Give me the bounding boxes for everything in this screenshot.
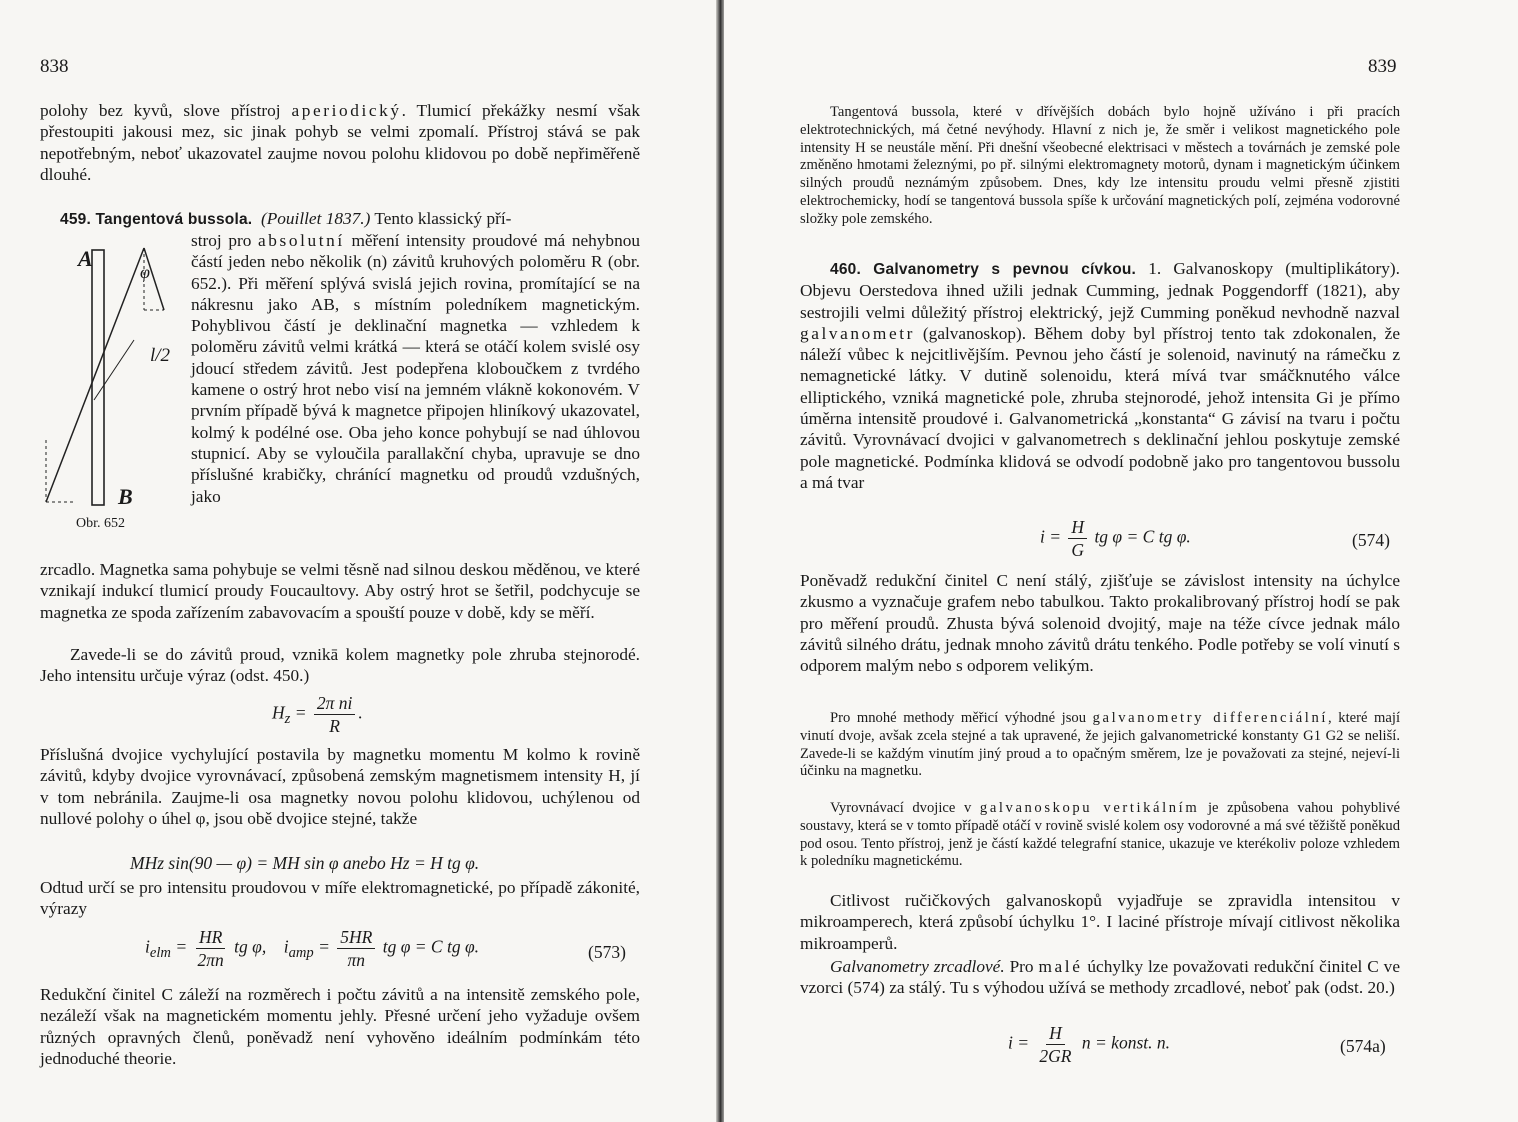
page-number-left: 838 — [40, 56, 69, 77]
equation-hz: $H_z$ = $\frac{\text{2π ni}}{R}$ . — [272, 693, 363, 736]
equation-573: $i_{elm}$ = $\frac{HR}{2\pi n}$ tg φ, $i_{amp}$ = $\frac{5HR}{\pi n}$ tg φ = C tg φ. — [145, 927, 480, 970]
figure-label-half: l/2 — [150, 345, 171, 366]
section-460: 460. Galvanometry s pevnou cívkou. 1. Galvanoskopy (multiplikátory). Objevu Oerstedova ihned užili jednak Cumming, jednak Poggendorff (1821), aby sestrojili velmi důležitý přístroj elektrický, jejž Cumming poněkud nevhodně nazval galvanometr (galvanoskop). Během doby byl přístroj tento tak zdokonalen, že náleží vůbec k nejcitlivějším. Pevnou jeho částí je solenoid, navinutý na rámečku z nemagnetické látky. V dutině solenoidu, která mívá tvar smáčknutého válce elliptického, vzniká magnetické pole, zhruba stejnorodé, jehož intensita Gi je přímo úměrna intensitě proudové i. Galvanometrická „konstanta“ G závisí na tvaru i počtu závitů. Vyrovnávací dvojici v galvanometrech s deklinační jehlou poskytuje zemské pole magnetické. Podmínka klidová se odvodí podobně jako pro tangentovou bussolu a má tvar — [800, 259, 1401, 492]
paragraph-zrcadlove: Galvanometry zrcadlové. Pro malé úchylky lze považovati redukční činitel C ve vzorci (574) za stálý. Tu s výhodou užívá se methody zrcadlové, neboť pak (odst. 20.) — [800, 957, 1400, 998]
equation-number-574: (574) — [1352, 530, 1390, 550]
page-number-right: 839 — [1368, 56, 1397, 77]
paragraph-redukcni: Redukční činitel C záleží na rozměrech i počtu závitů a na intensitě zemského pole, nezáleží však na magnetickém momentu jehly. Přesné určení jeho vyžaduje ovšem různých opravných členů, poněvadž není vyhověno ideálním podmínkám této jednoduché theorie. — [40, 985, 640, 1068]
paragraph-differential: Pro mnohé methody měřicí výhodné jsou galvanometry differenciální, které mají vinutí dvoje, avšak zcela stejné a tak upravené, že jejich galvanometrické konstanty G1 G2 se neliší. Zavede-li se každým vinutím jiný proud a to opačným směrem, lze je považovati za stejné, nejeví-li účinku na magnetku. — [800, 710, 1400, 780]
figure-label-b: B — [118, 484, 133, 509]
equation-574: i = $\frac{H}{G}$ tg φ = C tg φ. — [1040, 517, 1191, 560]
equation-mh: MHz sin(90 — φ) = MH sin φ anebo Hz = H tg φ. — [130, 853, 480, 873]
figure-652-diagram — [34, 240, 184, 520]
figure-label-phi: φ — [140, 262, 150, 282]
equation-number-573: (573) — [588, 942, 626, 962]
section-heading-460: 460. Galvanometry s pevnou cívkou. — [830, 261, 1137, 278]
paragraph-ponevadz: Poněvadž redukční činitel C není stálý, zjišťuje se závislost intensity na úchylce zkusmo a vyznačuje grafem nebo tabulkou. Takto prokalibrovaný přístroj hodí se pak pro měření proudů. Zhusta bývá solenoid dvojitý, maje na téže cívce jednak málo závitů silného drátu, jednak mnoho závitů drátu tenkého. Podle potřeby se volí vinutí s odporem malým nebo s odporem velikým. — [800, 571, 1400, 676]
paragraph-citlivost: Citlivost ručičkových galvanoskopů vyjadřuje se zpravidla intensitou v mikroamperech, která způsobí úchylku 1°. I laciné přístroje mívají citlivost několika mikroamperů. — [800, 891, 1400, 953]
paragraph-odtud: Odtud určí se pro intensitu proudovou v míře elektromagnetické, po případě zákonité, výrazy — [40, 878, 640, 919]
section-459-first-line: 459. Tangentová bussola. (Pouillet 1837.) Tento klassický pří- — [60, 209, 512, 228]
equation-number-574a: (574a) — [1340, 1036, 1386, 1056]
paragraph-tangent-note: Tangentová bussola, které v dřívějších dobách bylo hojně užíváno i při pracích elektrotechnických, má četné nevýhody. Hlavní z nich je, že směr i velikost magnetického pole intensity H se neustále mění. Při dnešní všeobecné elektrisaci v městech a továrnách je zemské pole změněno hmotami železnými, po př. silnými elektromagnety motorů, dynam i magnetickým účinkem silných proudů neznámým způsobem. Dnes, kdy lze intensitu proudu velmi přesně zjistiti elektrochemicky, hodí se tangentová bussola spíše k určování magnetických polí, zejména vodorovné složky pole zemského. — [800, 104, 1400, 227]
paragraph-aperiodic: polohy bez kyvů, slove přístroj aperiodický. Tlumicí překážky nesmí však přestoupiti jakousi mez, sic jinak pohyb se velmi zpomalí. Přístroj stává se pak nepotřebným, neboť ukazovatel zaujme novou polohu klidovou po době nepřiměřeně dlouhé. — [40, 101, 640, 184]
figure-caption: Obr. 652 — [76, 516, 125, 531]
section-459-body: stroj pro absolutní měření intensity proudové má nehybnou částí jeden nebo několik (n) závitů kruhových poloměru R (obr. 652.). Při měření splývá svislá jejich rovina, promítající se na nákresnu jako AB, s místním poledníkem magnetickým. Pohyblivou částí je deklinační magnetka — vzhledem k poloměru závitů velmi krátká — která se otáčí kolem svislé osy jdoucí středem závitů. Jest podepřena kloboučkem z tvrdého kamene o ostrý hrot nebo visí na jemném vlákně kokonovém. V prvním případě bývá k magnetce připojen hliníkový ukazovatel, kolmý k podélné ose. Oba jeho konce pohybují se nad úhlovou stupnicí. Aby se vyloučila parallakční chyba, upravuje se dno příslušné krabičky, chránící magnetku od proudů vzdušných, jako — [191, 231, 640, 506]
paragraph-prislusna: Příslušná dvojice vychylující postavila by magnetku momentu M kolmo k rovině závitů, kdyby dvojice vyrovnávací, způsobená zemským magnetismem intensity H, jí v tom nebránila. Zaujme-li osa magnetky novou polohu klidovou, uchýlenou od nullové polohy o úhel φ, jsou obě dvojice stejné, takže — [40, 745, 640, 828]
paragraph-zavede: Zavede-li se do závitů proud, vznikā kolem magnetky pole zhruba stejnorodé. Jeho intensitu určuje výraz (odst. 450.) — [40, 645, 640, 686]
section-heading-459: 459. Tangentová bussola. — [60, 211, 253, 228]
equation-574a: i = $\frac{H}{2GR}$ n = konst. n. — [1008, 1023, 1170, 1066]
figure-label-a: A — [78, 246, 93, 271]
paragraph-vertical: Vyrovnávací dvojice v galvanoskopu vertikálním je způsobena vahou pohyblivé soustavy, která se v tomto případě otáčí v rovině svislé kolem osy vodorovné a má své těžiště poněkud pod osou. Tento přístroj, jenž je částí každé telegrafní stanice, ukazuje ve kterékoliv poloze vzhledem k poledníku magnetickému. — [800, 800, 1400, 870]
paragraph-zrcadlo: zrcadlo. Magnetka sama pohybuje se velmi těsně nad silnou deskou měděnou, ve které vznikají indukcí tlumicí proudy Foucaultovy. Aby ostrý hrot se šetřil, podchycuje se magnetka ze spoda zařízením zabavovacím a spouští pouze v době, kdy se měří. — [40, 560, 640, 622]
